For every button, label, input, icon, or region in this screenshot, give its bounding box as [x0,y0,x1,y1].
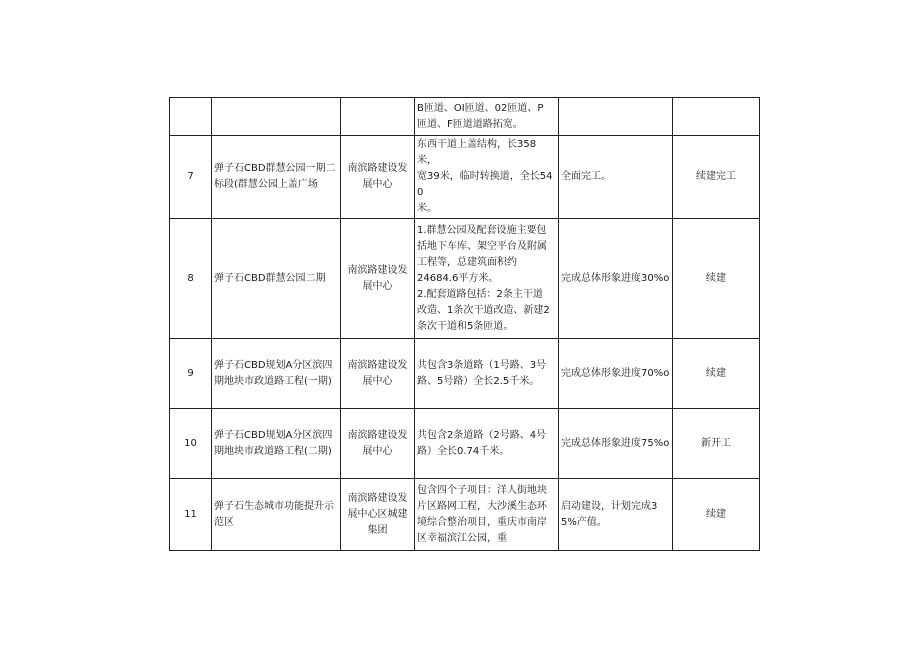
project-status: 续建 [673,219,760,339]
table-row [170,479,760,551]
row-number: 7 [170,136,212,219]
content-line: 工程等，总建筑面积约 [417,256,517,268]
project-name: 弹子石生态城市功能提升示范区 [212,479,341,551]
responsible-unit [341,98,415,136]
row-number [170,98,212,136]
project-status: 新开工 [673,409,760,479]
content-line: 改造、1条次干道改造、新建2 [417,304,550,316]
content-line: 境综合整治项目，重庆市南岸 [417,516,547,528]
content-line: 共包含2条道路（2号路、4号 [417,429,547,441]
content-line: 路）全长0.74千米。 [417,445,510,457]
project-status: 续建 [673,479,760,551]
row-number: 9 [170,339,212,409]
responsible-unit: 南滨路建设发展中心 [341,219,415,339]
responsible-unit: 南滨路建设发展中心 [341,339,415,409]
content-line: 宽39米，临时转换道，全长540 [417,171,553,198]
table-row [170,136,760,219]
project-table-body [170,98,760,551]
content-line: 24684.6平方米。 [417,272,499,284]
annual-target: 启动建设，计划完成35%产值。 [559,479,673,551]
project-status [673,98,760,136]
content-line: 2.配套道路包括：2条主干道 [417,288,543,300]
content-line: 包含四个子项目：洋人街地块 [417,484,547,496]
responsible-unit: 南滨路建设发展中心 [341,409,415,479]
content-line: 共包含3条道路（1号路、3号 [417,359,547,371]
responsible-unit: 南滨路建设发展中心区城建集团 [341,479,415,551]
construction-content [415,136,559,219]
content-line: 片区路网工程，大沙溪生态环 [417,500,547,512]
project-name [212,98,341,136]
table-row [170,98,760,136]
construction-content [415,479,559,551]
project-name: 弹子石CBD群慧公园一期二标段(群慧公园上盖广场 [212,136,341,219]
construction-content [415,339,559,409]
content-line: B匝道、OI匝道、02匝道、P [417,102,544,114]
project-status: 续建 [673,339,760,409]
content-line: 条次干道和5条匝道。 [417,320,514,332]
content-line: 区幸福滨江公园，重 [417,532,507,544]
row-number: 8 [170,219,212,339]
row-number: 10 [170,409,212,479]
responsible-unit: 南滨路建设发展中心 [341,136,415,219]
project-name: 弹子石CBD规划A分区滨四期地块市政道路工程(二期) [212,409,341,479]
annual-target: 完成总体形象进度70%o [559,339,673,409]
content-line: 东西干道上盖结构，长358米， [417,139,537,166]
table-row [170,339,760,409]
content-line: 米。 [417,203,437,214]
project-table [169,97,760,551]
construction-content [415,409,559,479]
project-name: 弹子石CBD群慧公园二期 [212,219,341,339]
row-number: 11 [170,479,212,551]
annual-target: 全面完工。 [559,136,673,219]
project-status: 续建完工 [673,136,760,219]
content-line: 路、5号路）全长2.5千米。 [417,375,540,387]
table-row [170,409,760,479]
content-line: 1.群慧公园及配套设施主要包 [417,224,547,236]
table-row [170,219,760,339]
project-name: 弹子石CBD规划A分区滨四期地块市政道路工程(一期) [212,339,341,409]
content-line: 匝道、F匝道道路拓宽。 [417,118,523,130]
annual-target [559,98,673,136]
construction-content [415,219,559,339]
annual-target: 完成总体形象进度75%o [559,409,673,479]
construction-content [415,98,559,136]
content-line: 括地下车库、架空平台及附属 [417,240,547,252]
annual-target: 完成总体形象进度30%o [559,219,673,339]
